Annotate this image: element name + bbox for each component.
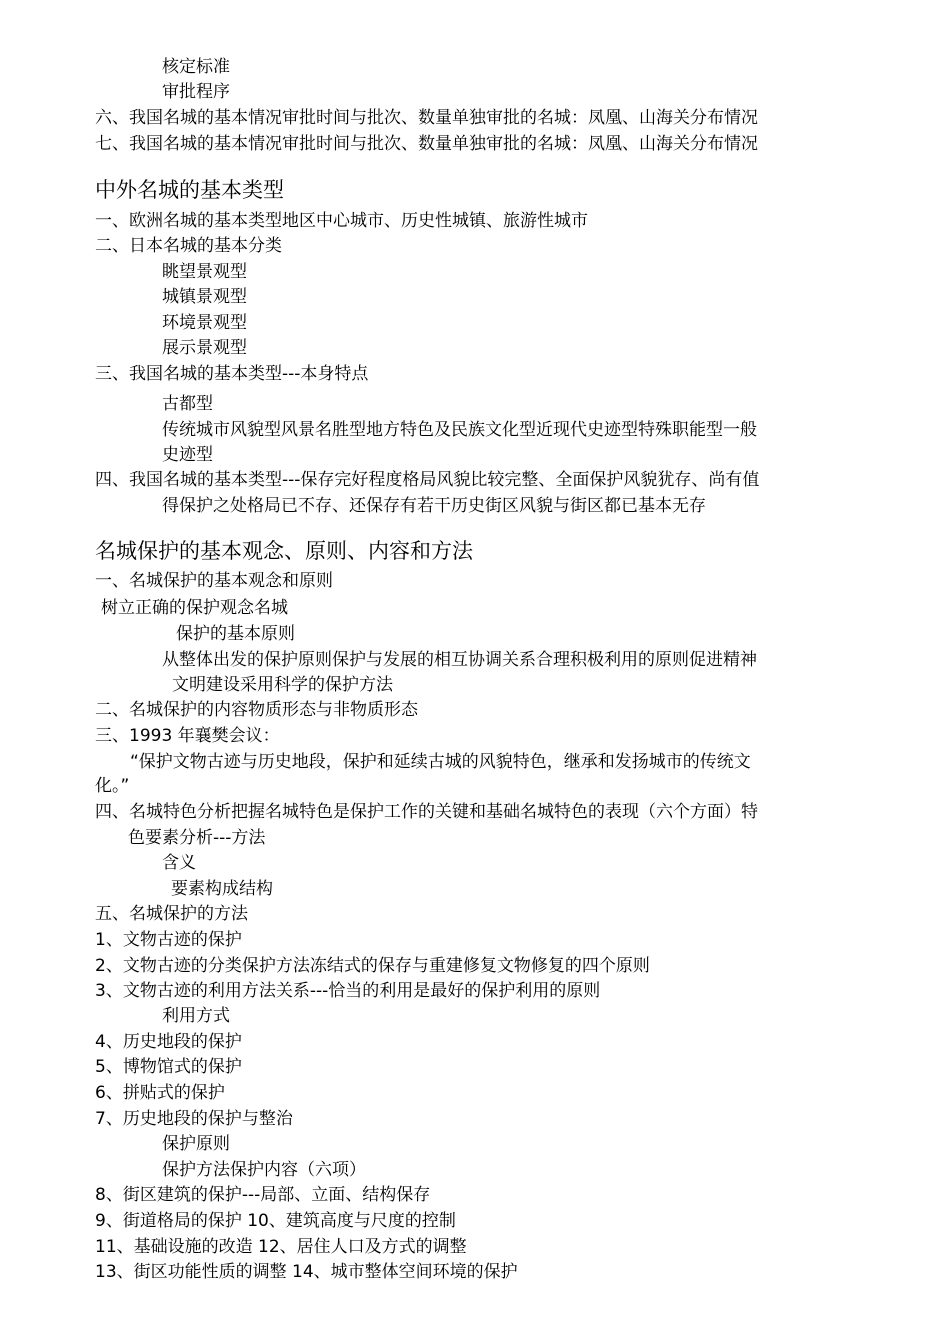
text-line: 眺望景观型	[162, 262, 247, 282]
text-line: 4、历史地段的保护	[95, 1032, 242, 1052]
text-line: 5、博物馆式的保护	[95, 1057, 242, 1077]
text-line: 6、拼贴式的保护	[95, 1083, 225, 1103]
text-line: 一、名城保护的基本观念和原则	[95, 571, 333, 591]
text-line: 13、街区功能性质的调整 14、城市整体空间环境的保护	[95, 1262, 518, 1282]
text-line: 传统城市风貌型风景名胜型地方特色及民族文化型近现代史迹型特殊职能型一般	[162, 420, 757, 440]
text-line: 8、街区建筑的保护---局部、立面、结构保存	[95, 1185, 431, 1205]
text-line: 9、街道格局的保护 10、建筑高度与尺度的控制	[95, 1211, 456, 1231]
text-line: 从整体出发的保护原则保护与发展的相互协调关系合理积极利用的原则促进精神	[162, 650, 757, 670]
text-line: 保护的基本原则	[176, 624, 295, 644]
text-line: 核定标准	[162, 57, 230, 77]
text-line: 四、名城特色分析把握名城特色是保护工作的关键和基础名城特色的表现（六个方面）特	[95, 802, 758, 822]
text-line: 利用方式	[162, 1006, 230, 1026]
text-line: 六、我国名城的基本情况审批时间与批次、数量单独审批的名城：凤凰、山海关分布情况	[95, 108, 758, 128]
text-line: 2、文物古迹的分类保护方法冻结式的保存与重建修复文物修复的四个原则	[95, 956, 650, 976]
text-line: 三、1993 年襄樊会议：	[95, 726, 280, 746]
text-line: 五、名城保护的方法	[95, 904, 248, 924]
text-line: 四、我国名城的基本类型---保存完好程度格局风貌比较完整、全面保护风貌犹存、尚有值	[95, 470, 760, 490]
text-line: 要素构成结构	[171, 879, 273, 899]
text-line: 7、历史地段的保护与整治	[95, 1109, 293, 1129]
text-line: 史迹型	[162, 445, 213, 465]
text-line: 保护方法保护内容（六项）	[162, 1160, 366, 1180]
text-line: 得保护之处格局已不存、还保存有若干历史街区风貌与街区都已基本无存	[162, 496, 706, 516]
text-line: 审批程序	[162, 82, 230, 102]
text-line: 3、文物古迹的利用方法关系---恰当的利用是最好的保护利用的原则	[95, 981, 601, 1001]
text-line: 环境景观型	[162, 313, 247, 333]
text-line: 七、我国名城的基本情况审批时间与批次、数量单独审批的名城：凤凰、山海关分布情况	[95, 134, 758, 154]
text-line: “保护文物古迹与历史地段，保护和延续古城的风貌特色，继承和发扬城市的传统文	[130, 752, 751, 772]
text-line: 二、日本名城的基本分类	[95, 236, 282, 256]
text-line: 保护原则	[162, 1134, 230, 1154]
text-line: 化。”	[95, 776, 130, 796]
text-line: 二、名城保护的内容物质形态与非物质形态	[95, 700, 418, 720]
text-line: 文明建设采用科学的保护方法	[172, 675, 393, 695]
text-line: 一、欧洲名城的基本类型地区中心城市、历史性城镇、旅游性城市	[95, 211, 588, 231]
text-line: 古都型	[162, 394, 213, 414]
text-line: 1、文物古迹的保护	[95, 930, 242, 950]
text-line: 三、我国名城的基本类型---本身特点	[95, 364, 369, 384]
text-line: 含义	[162, 853, 196, 873]
text-line: 展示景观型	[162, 338, 247, 358]
text-line: 11、基础设施的改造 12、居住人口及方式的调整	[95, 1237, 467, 1257]
text-line: 树立正确的保护观念名城	[101, 598, 288, 618]
text-line: 色要素分析---方法	[128, 828, 266, 848]
section-heading: 中外名城的基本类型	[95, 178, 284, 202]
section-heading: 名城保护的基本观念、原则、内容和方法	[95, 539, 473, 563]
text-line: 城镇景观型	[162, 287, 247, 307]
